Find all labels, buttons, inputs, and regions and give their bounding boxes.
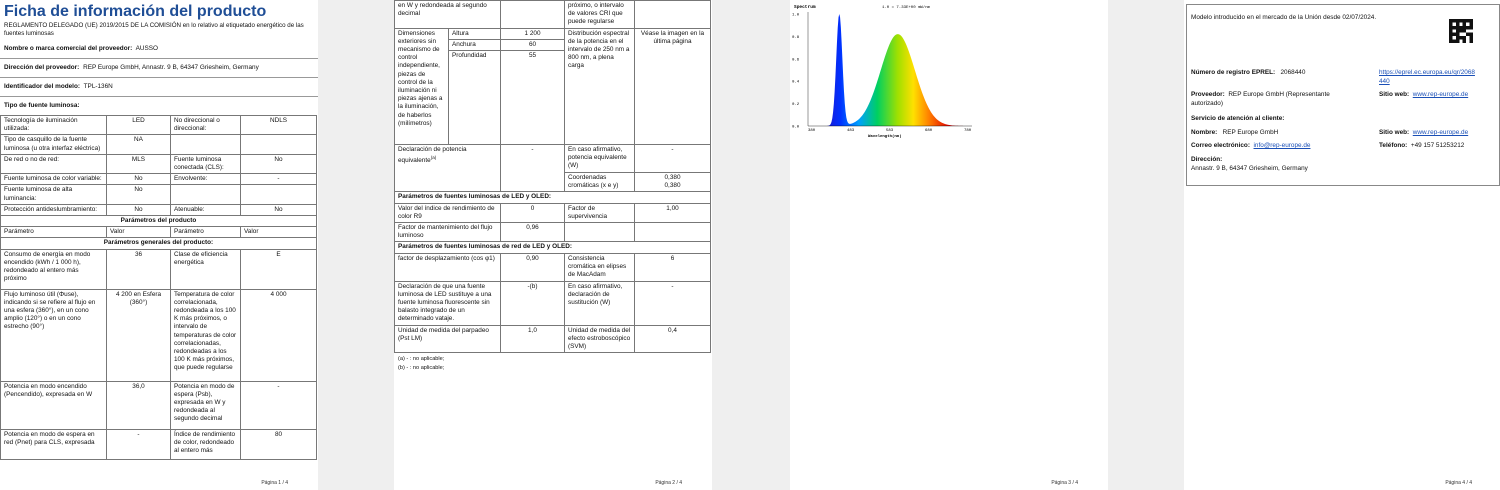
- table-row: [1, 185, 317, 204]
- table-row: [395, 223, 711, 242]
- x-tick-label: 483: [847, 129, 855, 133]
- web2-label: Sitio web:: [1379, 129, 1410, 136]
- table-row: [395, 281, 711, 325]
- y-tick-label: 0.4: [792, 80, 800, 85]
- supplier-value: AUSSO: [135, 45, 159, 52]
- cell: Protección antideslumbramiento:: [1, 204, 107, 215]
- page-3: [790, 0, 1108, 490]
- cell: -: [107, 429, 171, 459]
- chroma-y: 0,380: [664, 182, 681, 190]
- address-value: REP Europe GmbH, Annastr. 9 B, 64347 Griesheim, Germany: [83, 64, 259, 71]
- cell: MLS: [107, 154, 171, 173]
- y-tick-label: 0.6: [792, 58, 800, 63]
- cell: Fuente luminosa conectada (CLS):: [171, 154, 241, 173]
- web-link[interactable]: www.rep-europe.de: [1412, 91, 1469, 98]
- cell: Valor del índice de rendimiento de color R9: [395, 203, 501, 222]
- web2-row: [1379, 129, 1468, 138]
- cell: NA: [107, 135, 171, 154]
- email-row: [1191, 142, 1310, 151]
- table-row: [395, 1, 711, 29]
- table-row: [1, 381, 317, 429]
- cell: Factor de mantenimiento del flujo luminoso: [395, 223, 501, 242]
- cell: Potencia en modo de espera (Psb), expresada en W y redondeada al segundo decimal: [171, 381, 241, 429]
- cell: [171, 185, 241, 204]
- table-row: [1, 116, 317, 135]
- model-value: TPL-136N: [83, 83, 113, 90]
- model-row: [0, 78, 318, 97]
- cell: [171, 135, 241, 154]
- supplier-label: Nombre o marca comercial del proveedor:: [4, 45, 133, 52]
- page-2: [394, 0, 712, 490]
- cell: Altura: [449, 28, 501, 39]
- column-header: Parámetro: [171, 227, 241, 238]
- cell: En caso afirmativo, potencia equivalente (W): [565, 145, 635, 173]
- table-row: [395, 253, 711, 281]
- section-row: [1, 216, 317, 227]
- cell: No: [241, 154, 317, 173]
- address-label: Dirección:: [1191, 156, 1223, 163]
- eprel-label: Número de registro EPREL:: [1191, 69, 1276, 76]
- cell: 80: [241, 429, 317, 459]
- cell: Tecnología de iluminación utilizada:: [1, 116, 107, 135]
- phone-row: [1379, 142, 1464, 151]
- footnote-b: (b) - : no aplicable;: [398, 365, 445, 372]
- section-row: [1, 238, 317, 249]
- cell: [501, 1, 565, 29]
- spectrum-curve: [812, 14, 968, 126]
- web-label: Sitio web:: [1379, 91, 1410, 98]
- section-row: [395, 242, 711, 253]
- cell: 6: [635, 253, 711, 281]
- x-axis-label: Wavelength(nm): [868, 135, 902, 139]
- header-row: [1, 227, 317, 238]
- cell: -: [635, 281, 711, 325]
- y-ticks: [792, 14, 800, 130]
- cell: LED: [107, 116, 171, 135]
- web2-link[interactable]: www.rep-europe.de: [1412, 129, 1469, 136]
- cell: -: [241, 381, 317, 429]
- name-label: Nombre:: [1191, 129, 1218, 136]
- intro-text: Modelo introducido en el mercado de la Unión desde 02/07/2024.: [1191, 14, 1377, 21]
- cell: 0,96: [501, 223, 565, 242]
- section-row: [395, 192, 711, 203]
- type-row: [0, 97, 318, 115]
- name-value: REP Europe GmbH: [1222, 129, 1279, 136]
- cell: 1,0: [501, 325, 565, 353]
- cell: [241, 135, 317, 154]
- table-row: [395, 325, 711, 353]
- email-link[interactable]: info@rep-europe.de: [1253, 142, 1311, 149]
- cell: [565, 223, 635, 242]
- table-row: [1, 204, 317, 215]
- phone-label: Teléfono:: [1379, 142, 1408, 149]
- cell: 0,90: [501, 253, 565, 281]
- cell: Atenuable:: [171, 204, 241, 215]
- cell: -: [635, 145, 711, 173]
- dimensions-label: Dimensiones exteriores sin mecanismo de control independiente, piezas de control de la iluminación ni piezas ajenas a la iluminación, de haberlos (milímetros): [395, 28, 449, 144]
- page-number: Página 3 / 4: [1051, 480, 1078, 486]
- cell: Fuente luminosa de color variable:: [1, 174, 107, 185]
- table-row: [1, 429, 317, 459]
- x-tick-label: 780: [964, 129, 972, 133]
- cell: Unidad de medida del efecto estroboscópico (SVM): [565, 325, 635, 353]
- led-title: Parámetros de fuentes luminosas de LED y OLED:: [395, 192, 711, 203]
- product-table-continued: [394, 0, 711, 353]
- product-table: [0, 115, 317, 460]
- cell: Unidad de medida del parpadeo (Pst LM): [395, 325, 501, 353]
- cell: Temperatura de color correlacionada, redondeada a los 100 K más próximos, o intervalo de temperaturas de color correlacionadas, redondeadas a los 100 K más próximos, que puede regularse: [171, 289, 241, 381]
- power-decl-label: [395, 145, 501, 192]
- params-title: Parámetros del producto: [1, 216, 317, 227]
- regulation-text: REGLAMENTO DELEGADO (UE) 2019/2015 DE LA COMISIÓN en lo relativo al etiquetado energético de las fuentes luminosas: [4, 22, 304, 37]
- table-row: [1, 135, 317, 154]
- page-number: Página 4 / 4: [1445, 480, 1472, 486]
- qr-code-icon: [1449, 19, 1473, 43]
- column-header: Valor: [241, 227, 317, 238]
- spectrum-info: 1.0 = 7.33E+00 mW/nm: [882, 6, 931, 10]
- cell: 36,0: [107, 381, 171, 429]
- web-row: [1379, 91, 1468, 100]
- cell: NDLS: [241, 116, 317, 135]
- spectral-label: Distribución espectral de la potencia en el intervalo de 250 nm a 800 nm, a plena carga: [565, 28, 635, 144]
- cell: En caso afirmativo, declaración de sustitución (W): [565, 281, 635, 325]
- spectrum-title: Spectrum: [794, 5, 816, 10]
- type-label: Tipo de fuente luminosa:: [4, 102, 80, 109]
- eprel-info-box: [1186, 4, 1500, 186]
- table-row: [1, 249, 317, 289]
- power-decl-text: Declaración de potencia equivalente: [398, 146, 467, 165]
- eprel-row: [1191, 69, 1305, 78]
- x-tick-label: 583: [886, 129, 894, 133]
- y-tick-label: 0.2: [792, 103, 800, 108]
- cell: No: [107, 185, 171, 204]
- cell: Consistencia cromática en elipses de MacAdam: [565, 253, 635, 281]
- page-number: Página 2 / 4: [655, 480, 682, 486]
- chroma-values: [635, 173, 711, 192]
- column-header: Parámetro: [1, 227, 107, 238]
- cell: [635, 1, 711, 29]
- mains-title: Parámetros de fuentes luminosas de red de LED y OLED:: [395, 242, 711, 253]
- cell: 1,00: [635, 203, 711, 222]
- cell: 1 200: [501, 28, 565, 39]
- cell: Potencia en modo encendido (Pencendido), expresada en W: [1, 381, 107, 429]
- table-row: [1, 174, 317, 185]
- cell: Potencia en modo de espera en red (Pnet) para CLS, expresada: [1, 429, 107, 459]
- document-title: Ficha de información del producto: [4, 3, 267, 20]
- column-header: Valor: [107, 227, 171, 238]
- table-row: [395, 145, 711, 173]
- cell: 55: [501, 51, 565, 145]
- provider-row: [1191, 91, 1341, 108]
- footnote-ref: (a): [430, 155, 437, 161]
- address-row: [0, 59, 318, 78]
- table-row: [395, 28, 711, 39]
- page-4: [1184, 0, 1500, 490]
- cell: Fuente luminosa de alta luminancia:: [1, 185, 107, 204]
- cell: -: [241, 174, 317, 185]
- eprel-link[interactable]: https://eprel.ec.europa.eu/qr/2068440: [1379, 69, 1475, 85]
- service-title: Servicio de atención al cliente:: [1191, 115, 1285, 122]
- email-label: Correo electrónico:: [1191, 142, 1250, 149]
- cell: E: [241, 249, 317, 289]
- cell: Consumo de energía en modo encendido (kWh / 1 000 h), redondeado al entero más próximo: [1, 249, 107, 289]
- cell: No direccional o direccional:: [171, 116, 241, 135]
- cell: -: [501, 145, 565, 192]
- footnotes: [394, 353, 712, 375]
- x-tick-label: 680: [925, 129, 933, 133]
- cell: Envolvente:: [171, 174, 241, 185]
- general-title: Parámetros generales del producto:: [1, 238, 317, 249]
- cell: Profundidad: [449, 51, 501, 145]
- provider-label: Proveedor:: [1191, 91, 1225, 98]
- phone-value: +49 157 51253212: [1410, 142, 1465, 149]
- spectrum-chart: [790, 0, 980, 140]
- page-number: Página 1 / 4: [261, 480, 288, 486]
- supplier-row: [0, 40, 318, 59]
- table-row: [395, 203, 711, 222]
- name-row: [1191, 129, 1278, 138]
- cell: No: [107, 204, 171, 215]
- cell: Coordenadas cromáticas (x e y): [565, 173, 635, 192]
- cell: [241, 185, 317, 204]
- cell: [635, 223, 711, 242]
- x-ticks: [808, 129, 972, 133]
- cell: 36: [107, 249, 171, 289]
- cell: Clase de eficiencia energética: [171, 249, 241, 289]
- cell: Índice de rendimiento de color, redondeado al entero más: [171, 429, 241, 459]
- address-value: Annastr. 9 B, 64347 Griesheim, Germany: [1191, 165, 1308, 172]
- cell: Declaración de que una fuente luminosa de LED sustituye a una fuente luminosa fluorescente sin balasto integrado de un determinado vataje.: [395, 281, 501, 325]
- x-tick-label: 380: [808, 129, 816, 133]
- page-1: [0, 0, 318, 490]
- cell: Factor de supervivencia: [565, 203, 635, 222]
- table-row: [1, 289, 317, 381]
- y-tick-label: 0.0: [792, 125, 800, 130]
- cell: 0,4: [635, 325, 711, 353]
- provider-value: REP Europe GmbH (Representante autorizado): [1191, 91, 1330, 107]
- cell: No: [107, 174, 171, 185]
- y-tick-label: 0.8: [792, 35, 800, 40]
- y-tick-label: 1.0: [792, 13, 800, 18]
- model-label: Identificador del modelo:: [4, 83, 80, 90]
- cell: Anchura: [449, 39, 501, 50]
- cell: 4 200 en Esfera (360°): [107, 289, 171, 381]
- footnote-a: (a) - : no aplicable;: [398, 356, 445, 363]
- cell: No: [241, 204, 317, 215]
- cell: -(b): [501, 281, 565, 325]
- table-row: [1, 154, 317, 173]
- spectral-value: Véase la imagen en la última página: [635, 28, 711, 144]
- cell: en W y redondeada al segundo decimal: [395, 1, 501, 29]
- cell: Flujo luminoso útil (Φuse), indicando si se refiere al flujo en una esfera (360°), en un cono amplio (120°) o en un cono estrecho (90°): [1, 289, 107, 381]
- cell: 60: [501, 39, 565, 50]
- cell: próximo, o intervalo de valores CRI que puede regularse: [565, 1, 635, 29]
- chroma-x: 0,380: [664, 174, 681, 182]
- cell: factor de desplazamiento (cos φ1): [395, 253, 501, 281]
- cell: De red o no de red:: [1, 154, 107, 173]
- cell: 0: [501, 203, 565, 222]
- address-label: Dirección del proveedor:: [4, 64, 80, 71]
- cell: Tipo de casquillo de la fuente luminosa (u otra interfaz eléctrica): [1, 135, 107, 154]
- cell: 4 000: [241, 289, 317, 381]
- eprel-value: 2068440: [1280, 69, 1306, 76]
